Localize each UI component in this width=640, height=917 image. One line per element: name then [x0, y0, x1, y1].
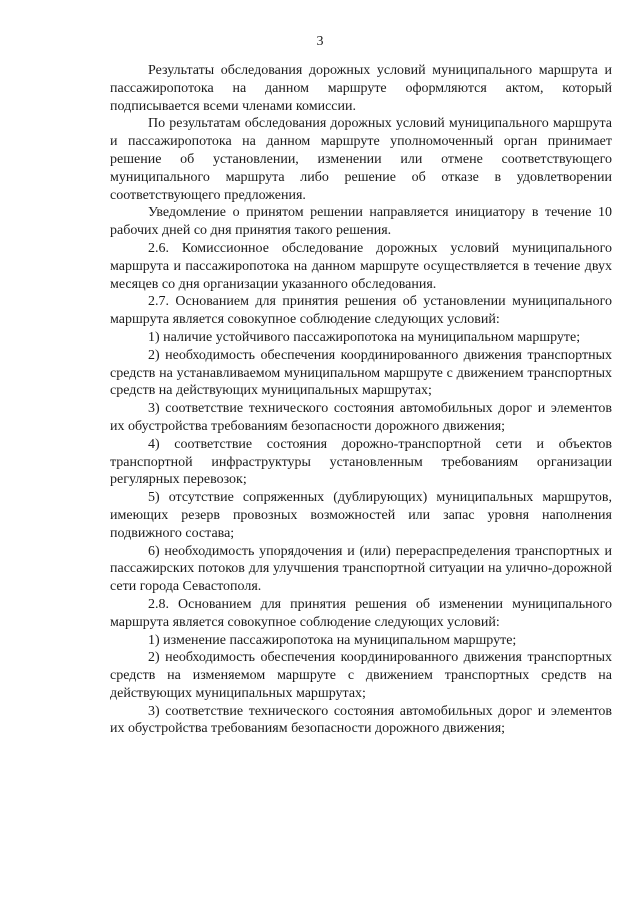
paragraph: Уведомление о принятом решении направляется инициатору в течение 10 рабочих дней со дня принятия такого решения.: [110, 205, 612, 239]
paragraph: 2.8. Основанием для принятия решения об изменении муниципального маршрута является совокупное соблюдение следующих условий:: [110, 596, 612, 630]
list-item: 1) наличие устойчивого пассажиропотока на муниципальном маршруте;: [148, 329, 581, 345]
list-item: 2) необходимость обеспечения координированного движения транспортных средств на устанавливаемом муниципальном маршруте с движением транспортных средств на действующих муниципальных маршрутах;: [110, 347, 612, 399]
paragraph: По результатам обследования дорожных условий муниципального маршрута и пассажиропотока на данном маршруте уполномоченный орган принимает решение об установлении, изменении или отмене соответствующего муниципального маршрута либо решение об отказе в удовлетворении соответствующего предложения.: [110, 116, 612, 203]
paragraph: Результаты обследования дорожных условий муниципального маршрута и пассажиропотока на данном маршруте оформляются актом, который подписывается всеми членами комиссии.: [110, 63, 612, 114]
page-number: 3: [316, 34, 324, 49]
list-item: 6) необходимость упорядочения и (или) перераспределения транспортных и пассажирских потоков для улучшения транспортной ситуации на улично-дорожной сети города Севастополя.: [110, 543, 612, 595]
list-item: 5) отсутствие сопряженных (дублирующих) муниципальных маршрутов, имеющих резерв провозных возможностей или запас уровня наполнения подвижного состава;: [110, 490, 612, 541]
list-item: 3) соответствие технического состояния автомобильных дорог и элементов их обустройства требованиям безопасности дорожного движения;: [110, 703, 612, 737]
document-body: [110, 62, 612, 738]
paragraph: 2.7. Основанием для принятия решения об установлении муниципального маршрута является совокупное соблюдение следующих условий:: [110, 294, 612, 328]
list-item: 1) изменение пассажиропотока на муниципальном маршруте;: [148, 632, 517, 648]
list-item: 4) соответствие состояния дорожно-транспортной сети и объектов транспортной инфраструктуры установленным требованиям организации регулярных перевозок;: [110, 436, 612, 488]
list-item: 3) соответствие технического состояния автомобильных дорог и элементов их обустройства требованиям безопасности дорожного движения;: [110, 401, 612, 434]
paragraph: 2.6. Комиссионное обследование дорожных условий муниципального маршрута и пассажиропотока на данном маршруте осуществляется в течение двух месяцев со дня организации указанного обследования.: [110, 240, 612, 292]
list-item: 2) необходимость обеспечения координированного движения транспортных средств на изменяемом маршруте с движением транспортных средств на действующих муниципальных маршрутах;: [110, 650, 612, 701]
